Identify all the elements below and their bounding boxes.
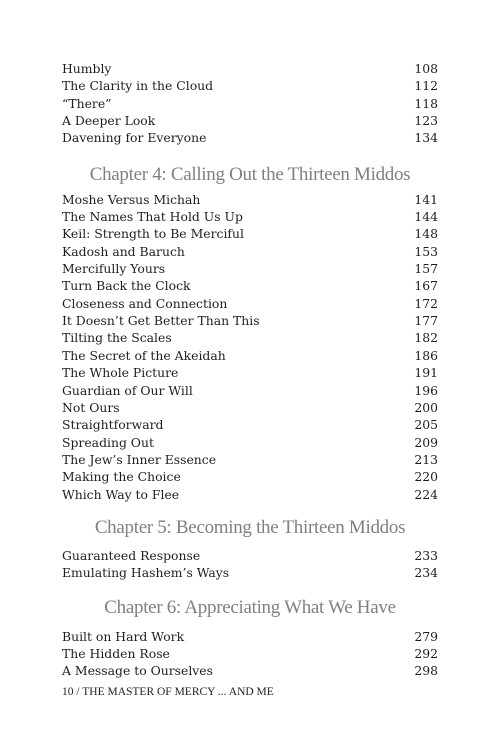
toc-entry — [62, 295, 438, 312]
toc-entry — [62, 60, 438, 77]
toc-entry — [62, 277, 438, 294]
entry-title: It Doesn’t Get Better Than This — [62, 313, 260, 329]
entry-title: Mercifully Yours — [62, 261, 166, 277]
entry-page: 224 — [414, 486, 438, 502]
entry-title: A Deeper Look — [62, 113, 156, 129]
toc-entry — [62, 547, 438, 564]
table-of-contents — [62, 60, 438, 680]
toc-entry — [62, 260, 438, 277]
entry-page: 298 — [414, 663, 438, 679]
entry-page: 167 — [414, 278, 438, 294]
toc-entry — [62, 416, 438, 433]
entry-title: Which Way to Flee — [62, 486, 180, 502]
entry-page: 177 — [414, 313, 438, 329]
entry-page: 134 — [414, 130, 438, 146]
entry-title: Turn Back the Clock — [62, 278, 191, 294]
entry-title: Built on Hard Work — [62, 628, 185, 644]
entry-title: Guardian of Our Will — [62, 382, 193, 398]
toc-entry — [62, 95, 438, 112]
entry-page: 279 — [414, 628, 438, 644]
toc-entry — [62, 225, 438, 242]
entry-title: Kadosh and Baruch — [62, 243, 185, 259]
entry-page: 234 — [414, 565, 438, 581]
entry-title: Emulating Hashem’s Ways — [62, 565, 230, 581]
entry-title: Tilting the Scales — [62, 330, 172, 346]
entry-page: 220 — [414, 469, 438, 485]
toc-entry — [62, 191, 438, 208]
toc-entry — [62, 208, 438, 225]
toc-entry — [62, 628, 438, 645]
toc-entry — [62, 243, 438, 260]
entry-page: 123 — [414, 113, 438, 129]
entry-page: 200 — [414, 399, 438, 415]
entry-title: Closeness and Connection — [62, 295, 228, 311]
toc-entry — [62, 645, 438, 662]
toc-entry — [62, 329, 438, 346]
entry-page: 196 — [414, 382, 438, 398]
entry-page: 205 — [414, 417, 438, 433]
entry-title: The Names That Hold Us Up — [62, 209, 243, 225]
entry-title: Not Ours — [62, 399, 120, 415]
entry-page: 233 — [414, 547, 438, 563]
toc-entry — [62, 129, 438, 146]
entry-title: The Jew’s Inner Essence — [62, 451, 217, 467]
entry-page: 108 — [414, 61, 438, 76]
entry-page: 213 — [414, 451, 438, 467]
entry-page: 292 — [414, 645, 438, 661]
page-footer: 10 / THE MASTER OF MERCY ... AND ME — [62, 686, 274, 698]
entry-page: 141 — [414, 191, 438, 207]
toc-entry — [62, 312, 438, 329]
entry-page: 157 — [414, 261, 438, 277]
entry-page: 182 — [414, 330, 438, 346]
toc-entry — [62, 364, 438, 381]
chapter-5-heading: Chapter 5: Becoming the Thirteen Middos — [94, 516, 406, 538]
toc-entry — [62, 434, 438, 451]
chapter-6-heading: Chapter 6: Appreciating What We Have — [104, 596, 396, 618]
toc-entry — [62, 77, 438, 94]
toc-entry — [62, 662, 438, 679]
entry-title: The Secret of the Akeidah — [62, 347, 226, 363]
toc-entry — [62, 486, 438, 503]
entry-title: The Clarity in the Cloud — [62, 78, 214, 94]
toc-entry — [62, 112, 438, 129]
entry-title: Humbly — [62, 61, 112, 76]
chapter-4-heading: Chapter 4: Calling Out the Thirteen Middos — [89, 163, 411, 185]
entry-page: 112 — [414, 78, 438, 94]
toc-entry — [62, 399, 438, 416]
entry-page: 118 — [414, 95, 438, 111]
entry-title: Davening for Everyone — [62, 130, 207, 146]
entry-page: 144 — [414, 209, 438, 225]
entry-page: 148 — [414, 226, 438, 242]
entry-title: Making the Choice — [62, 469, 181, 485]
entry-page: 186 — [414, 347, 438, 363]
entry-title: Keil: Strength to Be Merciful — [62, 226, 244, 242]
toc-entry — [62, 468, 438, 485]
toc-entry — [62, 564, 438, 581]
entry-title: Guaranteed Response — [62, 547, 201, 563]
entry-title: The Whole Picture — [62, 365, 179, 381]
entry-page: 209 — [414, 434, 438, 450]
entry-page: 172 — [414, 295, 438, 311]
entry-title: Moshe Versus Michah — [62, 191, 201, 207]
entry-title: Straightforward — [62, 417, 164, 433]
entry-page: 191 — [414, 365, 438, 381]
entry-title: The Hidden Rose — [62, 645, 170, 661]
entry-title: Spreading Out — [62, 434, 154, 450]
toc-entry — [62, 451, 438, 468]
toc-entry — [62, 382, 438, 399]
entry-page: 153 — [414, 243, 438, 259]
toc-entry — [62, 347, 438, 364]
entry-title: “There” — [62, 95, 112, 111]
entry-title: A Message to Ourselves — [62, 663, 213, 679]
